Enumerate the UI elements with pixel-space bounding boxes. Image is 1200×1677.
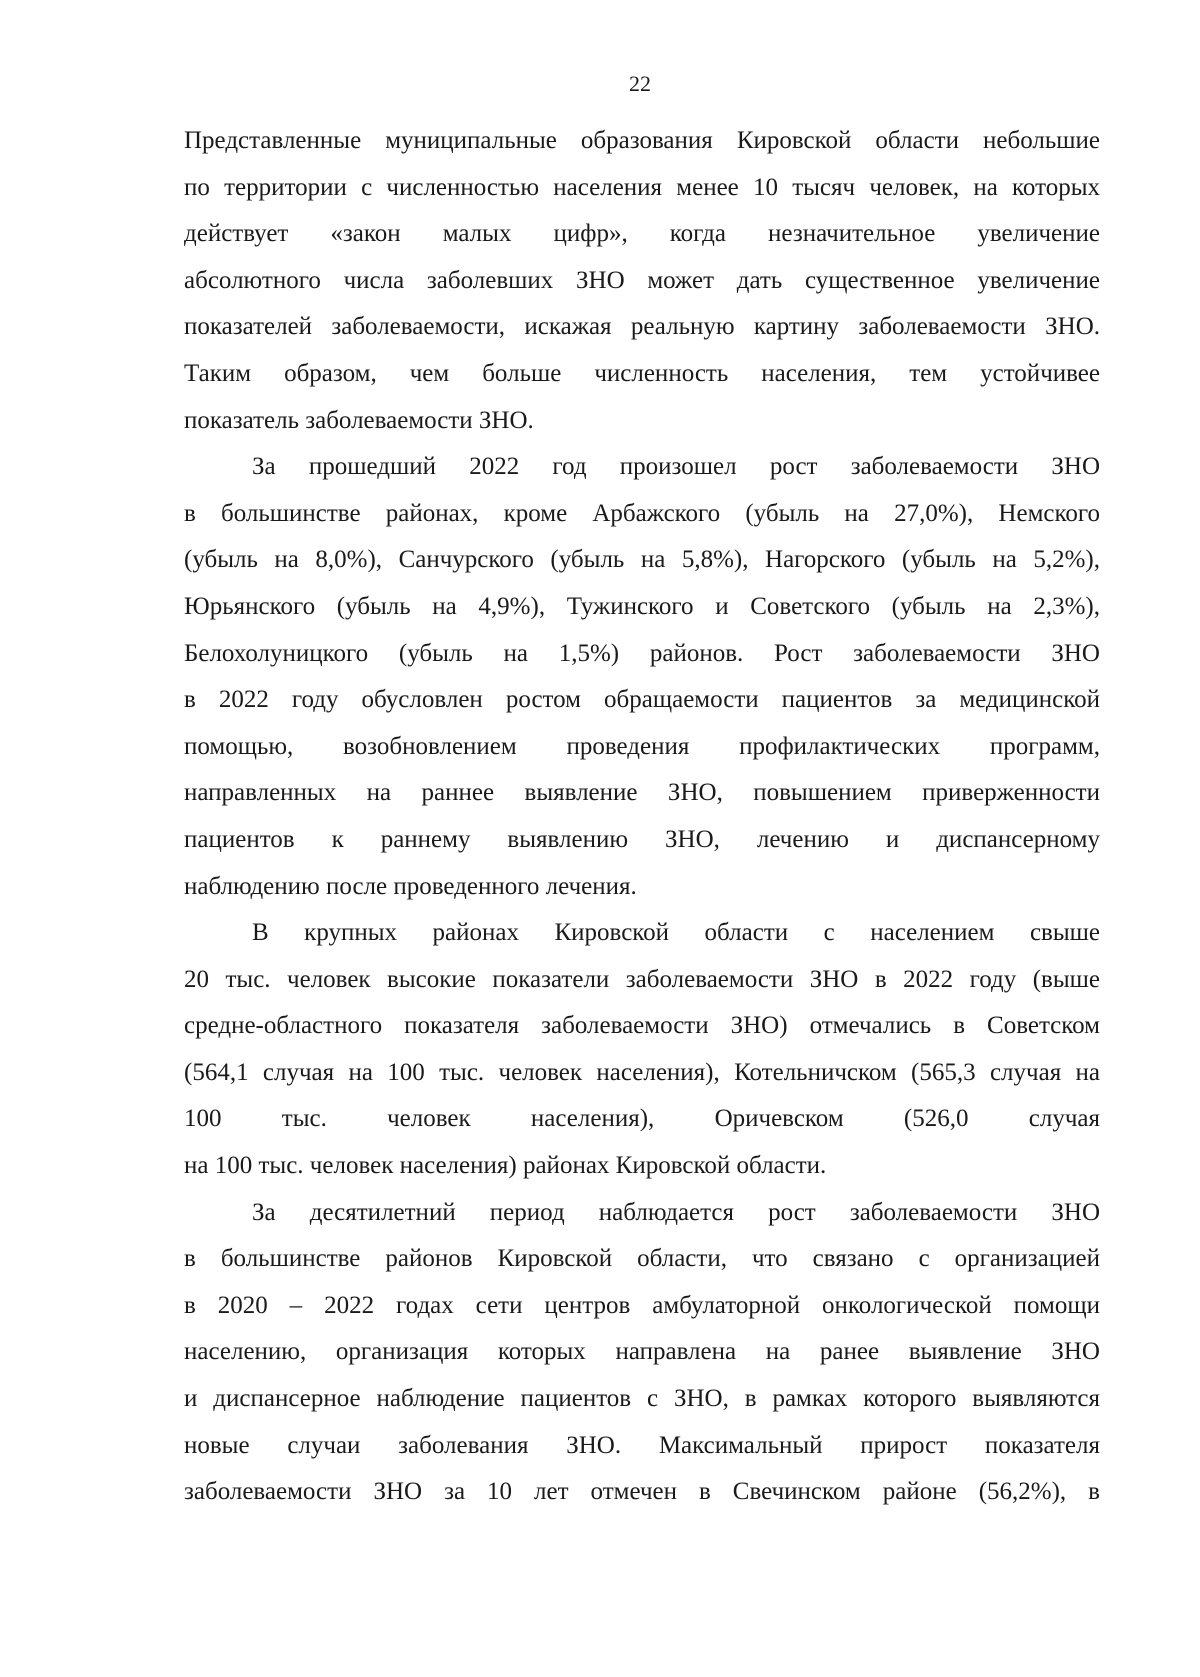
text-line: и диспансерное наблюдение пациентов с ЗНО, в рамках которого выявляются — [184, 1385, 1100, 1413]
text-line: новые случаи заболевания ЗНО. Максимальный прирост показателя — [184, 1431, 1100, 1459]
text-line: В крупных районах Кировской области с населением свыше — [252, 919, 1100, 947]
text-line: 100 тыс. человек населения), Оричевском (526,0 случая — [184, 1105, 1100, 1133]
text-line: направленных на раннее выявление ЗНО, повышением приверженности — [184, 779, 1100, 807]
text-line: в большинстве районов Кировской области, что связано с организацией — [184, 1245, 1100, 1273]
text-line: в большинстве районах, кроме Арбажского (убыль на 27,0%), Немского — [184, 499, 1100, 527]
text-line: (564,1 случая на 100 тыс. человек населения), Котельничском (565,3 случая на — [184, 1058, 1100, 1086]
text-line: в 2020 – 2022 годах сети центров амбулаторной онкологической помощи — [184, 1291, 1100, 1319]
text-line: Белохолуницкого (убыль на 1,5%) районов. Рост заболеваемости ЗНО — [184, 639, 1100, 667]
text-line: показатель заболеваемости ЗНО. — [184, 406, 534, 434]
text-line: населению, организация которых направлена на ранее выявление ЗНО — [184, 1338, 1100, 1366]
text-line: пациентов к раннему выявлению ЗНО, лечению и диспансерному — [184, 825, 1100, 853]
text-line: наблюдению после проведенного лечения. — [184, 872, 637, 900]
text-line: За прошедший 2022 год произошел рост заболеваемости ЗНО — [252, 453, 1100, 481]
text-line: Представленные муниципальные образования Кировской области небольшие — [184, 127, 1100, 154]
text-line: на 100 тыс. человек населения) районах Кировской области. — [184, 1152, 827, 1180]
text-line: За десятилетний период наблюдается рост заболеваемости ЗНО — [252, 1198, 1100, 1226]
text-line: в 2022 году обусловлен ростом обращаемости пациентов за медицинской — [184, 686, 1100, 714]
text-line: Юрьянского (убыль на 4,9%), Тужинского и Советского (убыль на 2,3%), — [184, 592, 1100, 620]
text-line: по территории с численностью населения менее 10 тысяч человек, на которых — [184, 173, 1100, 201]
page-number: 22 — [629, 71, 651, 96]
text-line: (убыль на 8,0%), Санчурского (убыль на 5,8%), Нагорского (убыль на 5,2%), — [184, 546, 1100, 574]
text-line: действует «закон малых цифр», когда незначительное увеличение — [184, 220, 1100, 248]
body-text — [184, 118, 1100, 1516]
text-line: средне-областного показателя заболеваемости ЗНО) отмечались в Советском — [184, 1012, 1100, 1040]
text-line: показателей заболеваемости, искажая реальную картину заболеваемости ЗНО. — [184, 313, 1100, 341]
text-line: Таким образом, чем больше численность населения, тем устойчивее — [184, 359, 1100, 387]
text-line: помощью, возобновлением проведения профилактических программ, — [184, 732, 1100, 760]
text-line: абсолютного числа заболевших ЗНО может дать существенное увеличение — [184, 266, 1100, 294]
text-line: 20 тыс. человек высокие показатели заболеваемости ЗНО в 2022 году (выше — [184, 965, 1100, 993]
text-line: заболеваемости ЗНО за 10 лет отмечен в Свечинском районе (56,2%), в — [184, 1478, 1100, 1506]
